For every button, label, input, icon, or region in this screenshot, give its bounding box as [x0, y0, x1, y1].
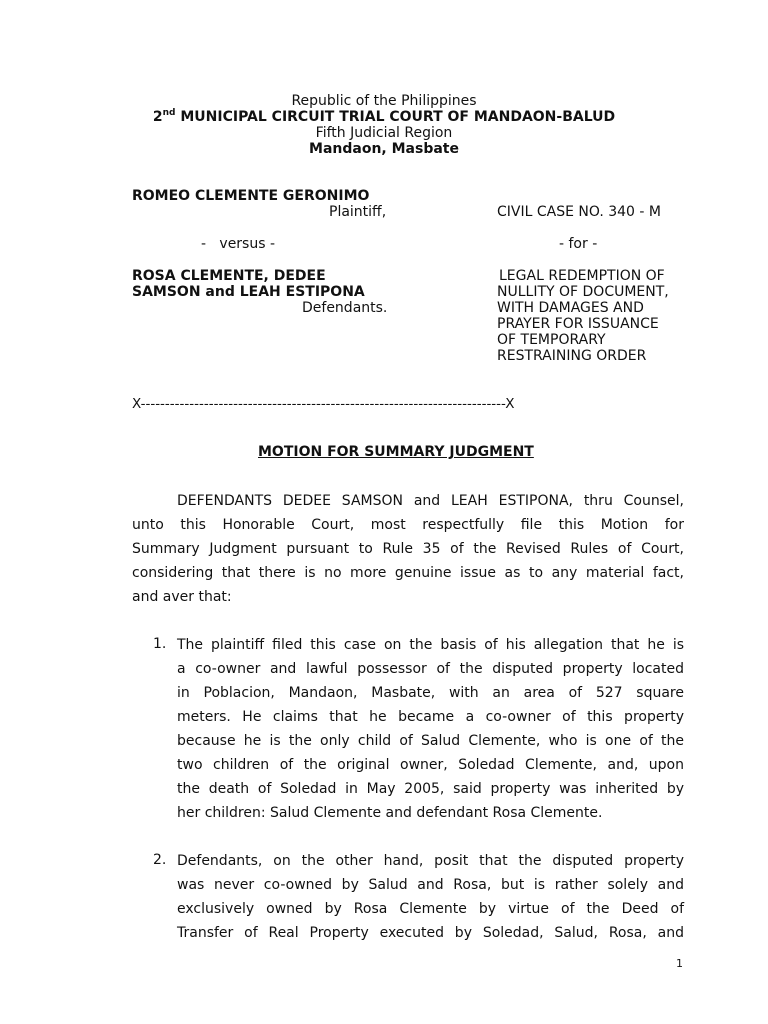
versus-label: - versus -	[201, 236, 276, 252]
plaintiff-role: Plaintiff,	[329, 204, 387, 220]
case-nature-line: RESTRAINING ORDER	[497, 348, 647, 364]
case-nature-line: OF TEMPORARY	[497, 332, 606, 348]
case-nature	[497, 268, 669, 364]
paragraph-line: was never co-owned by Salud and Rosa, but is rather solely and	[177, 877, 684, 893]
court-title: MUNICIPAL CIRCUIT TRIAL COURT OF MANDAON-BALUD	[175, 109, 616, 125]
paragraph-line: the death of Soledad in May 2005, said property was inherited by	[177, 781, 684, 797]
paragraph-line: her children: Salud Clemente and defendant Rosa Clemente.	[177, 805, 603, 821]
for-label: - for -	[559, 236, 598, 252]
paragraph-line: considering that there is no more genuine issue as to any material fact,	[132, 565, 684, 581]
page-number: 1	[676, 957, 683, 970]
paragraph-line: Defendants, on the other hand, posit that the disputed property	[177, 853, 684, 869]
court-number: 2	[152, 109, 163, 125]
republic-line: Republic of the Philippines	[291, 93, 477, 109]
defendants-line-2: SAMSON and LEAH ESTIPONA	[132, 284, 365, 300]
motion-title: MOTION FOR SUMMARY JUDGMENT	[258, 444, 534, 460]
plaintiff-name: ROMEO CLEMENTE GERONIMO	[132, 188, 370, 204]
case-nature-line: PRAYER FOR ISSUANCE	[497, 316, 659, 332]
court-location: Mandaon, Masbate	[309, 141, 459, 157]
paragraph-line: and aver that:	[132, 589, 232, 605]
paragraph-line: exclusively owned by Rosa Clemente by virtue of the Deed of	[177, 901, 684, 917]
paragraph-line: in Poblacion, Mandaon, Masbate, with an area of 527 square	[177, 685, 684, 701]
paragraph-line: two children of the original owner, Soledad Clemente, and, upon	[177, 757, 684, 773]
case-nature-line: NULLITY OF DOCUMENT,	[497, 284, 669, 300]
item-number: 2.	[153, 852, 167, 868]
caption-separator: X---------------------------------------------------------------------------X	[132, 396, 515, 412]
paragraph-line: DEFENDANTS DEDEE SAMSON and LEAH ESTIPONA, thru Counsel,	[177, 493, 684, 509]
paragraph-line: because he is the only child of Salud Clemente, who is one of the	[177, 733, 684, 749]
judicial-region: Fifth Judicial Region	[315, 125, 453, 141]
defendants-role: Defendants.	[302, 300, 388, 316]
court-number-suffix: nd	[162, 108, 176, 118]
paragraph-line: Summary Judgment pursuant to Rule 35 of the Revised Rules of Court,	[132, 541, 684, 557]
numbered-paragraph	[177, 849, 684, 945]
court-name	[0, 109, 768, 125]
case-nature-line: LEGAL REDEMPTION OF	[499, 268, 665, 284]
paragraph-line: meters. He claims that he became a co-owner of this property	[177, 709, 684, 725]
case-nature-line: WITH DAMAGES AND	[497, 300, 644, 316]
defendants-line-1: ROSA CLEMENTE, DEDEE	[132, 268, 326, 284]
item-number: 1.	[153, 636, 167, 652]
paragraph-line: unto this Honorable Court, most respectfully file this Motion for	[132, 517, 684, 533]
paragraph-line: Transfer of Real Property executed by Soledad, Salud, Rosa, and	[177, 925, 684, 941]
paragraph-line: a co-owner and lawful possessor of the disputed property located	[177, 661, 684, 677]
paragraph-line: The plaintiff filed this case on the basis of his allegation that he is	[177, 637, 684, 653]
intro-paragraph	[132, 489, 684, 609]
numbered-paragraph	[177, 633, 684, 825]
case-number: CIVIL CASE NO. 340 - M	[497, 204, 661, 220]
